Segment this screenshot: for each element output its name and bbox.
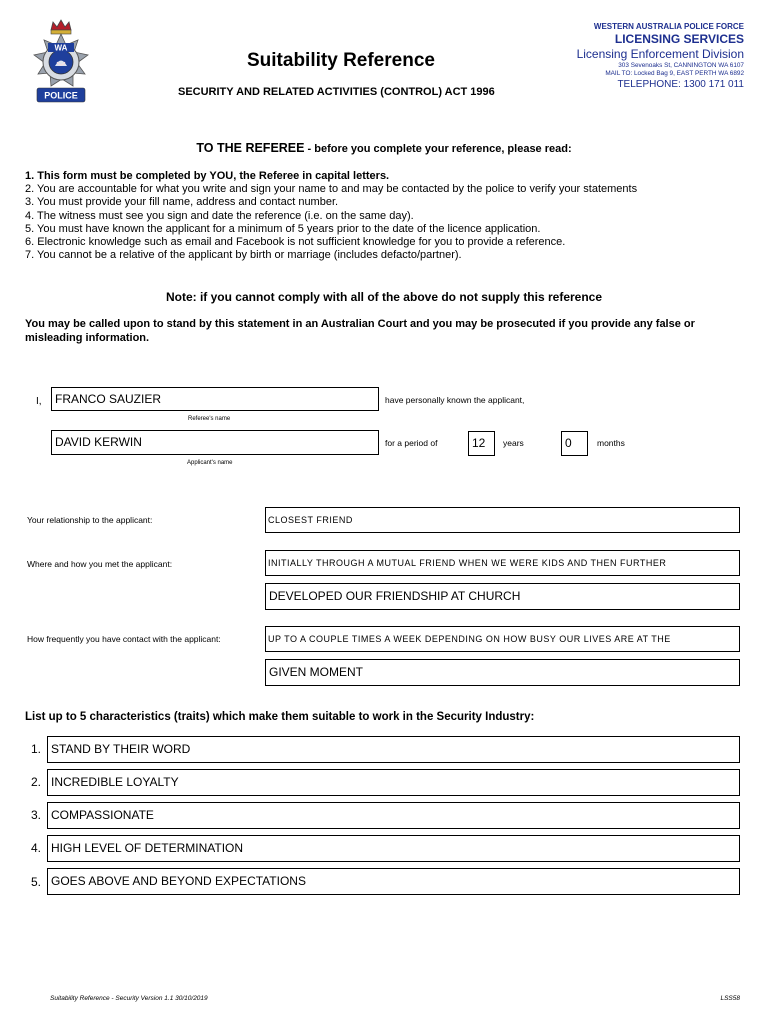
agency-division: Licensing Enforcement Division bbox=[576, 47, 744, 61]
compliance-note: Note: if you cannot comply with all of the above do not supply this reference bbox=[165, 290, 603, 304]
months-field[interactable]: 0 bbox=[561, 431, 588, 456]
traits-heading: List up to 5 characteristics (traits) which make them suitable to work in the Security Industry: bbox=[25, 711, 535, 723]
contact-frequency-line1[interactable]: UP TO A COUPLE TIMES A WEEK DEPENDING ON HOW BUSY OUR LIVES ARE AT THE bbox=[265, 626, 740, 652]
trait-field-1[interactable]: STAND BY THEIR WORD bbox=[47, 736, 740, 763]
referee-heading-sub: - before you complete your reference, please read: bbox=[304, 143, 572, 155]
rule-item: 6. Electronic knowledge such as email and Facebook is not sufficient knowledge for you to provide a reference. bbox=[25, 236, 566, 249]
rule-item: 2. You are accountable for what you write and sign your name to and may be contacted by the police to verify your statements bbox=[25, 183, 638, 196]
agency-section: LICENSING SERVICES bbox=[614, 32, 744, 46]
applicant-name-field[interactable]: DAVID KERWIN bbox=[51, 430, 379, 455]
form-subtitle: SECURITY AND RELATED ACTIVITIES (CONTROL) ACT 1996 bbox=[178, 86, 495, 98]
svg-text:WA: WA bbox=[54, 43, 68, 53]
years-field[interactable]: 12 bbox=[468, 431, 495, 456]
met-field-line1[interactable]: INITIALLY THROUGH A MUTUAL FRIEND WHEN WE WERE KIDS AND THEN FURTHER bbox=[265, 550, 740, 576]
rule-item: 1. This form must be completed by YOU, the Referee in capital letters. bbox=[25, 170, 390, 182]
years-label: years bbox=[503, 438, 524, 448]
rule-item: 4. The witness must see you sign and date the reference (i.e. on the same day). bbox=[25, 209, 414, 222]
agency-telephone: TELEPHONE: 1300 171 011 bbox=[617, 79, 744, 90]
agency-street-address: 303 Sevenoaks St, CANNINGTON WA 6107 bbox=[618, 62, 744, 69]
form-title: Suitability Reference bbox=[247, 50, 435, 71]
referee-name-caption: Referee's name bbox=[188, 416, 231, 422]
met-label: Where and how you met the applicant: bbox=[27, 559, 173, 569]
footer-version: Suitability Reference - Security Version 1.1 30/10/2019 bbox=[50, 995, 208, 1002]
agency-mail-address: MAIL TO: Locked Bag 9, EAST PERTH WA 6892 bbox=[605, 70, 744, 77]
met-field-line2[interactable]: DEVELOPED OUR FRIENDSHIP AT CHURCH bbox=[265, 583, 740, 610]
legal-warning: You may be called upon to stand by this statement in an Australian Court and you may be prosecuted if you provide any false or misleading information. bbox=[25, 318, 695, 344]
agency-name: WESTERN AUSTRALIA POLICE FORCE bbox=[593, 22, 744, 31]
trait-field-5[interactable]: GOES ABOVE AND BEYOND EXPECTATIONS bbox=[47, 868, 740, 895]
referee-heading bbox=[0, 141, 768, 155]
rule-item: 3. You must provide your fill name, address and contact number. bbox=[25, 196, 339, 209]
contact-frequency-line2[interactable]: GIVEN MOMENT bbox=[265, 659, 740, 686]
relationship-field[interactable]: CLOSEST FRIEND bbox=[265, 507, 740, 533]
applicant-name-caption: Applicant's name bbox=[187, 460, 233, 466]
referee-heading-main: TO THE REFEREE bbox=[196, 141, 305, 155]
period-label: for a period of bbox=[385, 438, 438, 448]
svg-text:POLICE: POLICE bbox=[44, 90, 78, 101]
relationship-label: Your relationship to the applicant: bbox=[27, 515, 153, 525]
trait-field-4[interactable]: HIGH LEVEL OF DETERMINATION bbox=[47, 835, 740, 862]
trait-number: 3. bbox=[31, 808, 42, 822]
trait-number: 1. bbox=[31, 742, 42, 756]
referee-name-field[interactable]: FRANCO SAUZIER bbox=[51, 387, 379, 411]
trait-number: 4. bbox=[31, 841, 42, 855]
trait-field-2[interactable]: INCREDIBLE LOYALTY bbox=[47, 769, 740, 796]
trait-number: 5. bbox=[31, 875, 42, 889]
footer-form-code: LSS58 bbox=[720, 995, 740, 1002]
wa-police-logo bbox=[22, 18, 100, 122]
contact-frequency-label: How frequently you have contact with the applicant: bbox=[27, 634, 221, 644]
rule-item: 7. You cannot be a relative of the applicant by birth or marriage (includes defacto/partner). bbox=[25, 249, 462, 262]
trait-field-3[interactable]: COMPASSIONATE bbox=[47, 802, 740, 829]
trait-number: 2. bbox=[31, 775, 42, 789]
i-label: I, bbox=[36, 396, 42, 407]
known-text: have personally known the applicant, bbox=[385, 395, 525, 405]
months-label: months bbox=[597, 438, 625, 448]
agency-block bbox=[577, 22, 744, 91]
rules-list bbox=[25, 170, 637, 262]
rule-item: 5. You must have known the applicant for a minimum of 5 years prior to the date of the licence application. bbox=[25, 222, 541, 235]
